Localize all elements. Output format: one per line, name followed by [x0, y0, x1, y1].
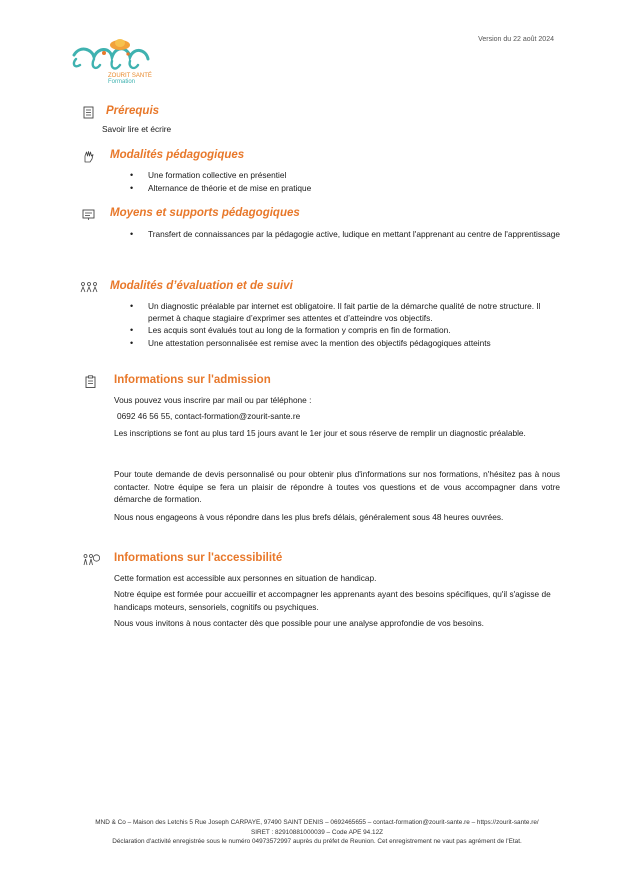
- modalites-pedagogiques-list: [130, 170, 560, 195]
- list-item: • Alternance de théorie et de mise en pratique: [130, 183, 560, 195]
- logo-line-2: Formation: [108, 79, 136, 85]
- people-group-icon: [80, 281, 98, 294]
- footer-siret: SIRET : 82910881000039 – Code APE 94.12Z: [250, 828, 384, 836]
- admission-p5: Nous nous engageons à vous répondre dans les plus brefs délais, généralement sous 48 heures ouvrées.: [114, 512, 504, 522]
- admission-p3: Les inscriptions se font au plus tard 15 jours avant le 1er jour et sous réserve de remplir un diagnostic préalable.: [114, 428, 526, 438]
- hand-icon: [82, 150, 95, 163]
- accessibilite-p3: Nous vous invitons à nous contacter dès que possible pour une analyse approfondie de vos besoins.: [114, 618, 484, 628]
- admission-p4: Pour toute demande de devis personnalisé ou pour obtenir plus d'informations sur nos formations, n'hésitez pas à nous contacter. Notre équipe se fera un plaisir de répondre à toutes vos questions et de vous accompagner dans votre démarche de formation.: [114, 469, 560, 504]
- footer-declaration: Déclaration d'activité enregistrée sous le numéro 04973572997 auprès du préfet de Reunion. Cet enregistrement ne vaut pas agrément de l'Etat.: [112, 838, 522, 846]
- list-item: • Les acquis sont évalués tout au long de la formation y compris en fin de formation.: [130, 325, 562, 337]
- list-item: • Une formation collective en présentiel: [130, 170, 560, 182]
- list-item: • Une attestation personnalisée est remise avec la mention des objectifs pédagogiques atteints: [130, 338, 562, 350]
- logo-line-1: ZOURIT SANTÉ: [108, 73, 152, 79]
- prerequis-title: Prérequis: [106, 105, 160, 117]
- modalites-pedagogiques-title: Modalités pédagogiques: [110, 149, 245, 161]
- admission-contact: 0692 46 56 55, contact-formation@zourit-sante.re: [117, 411, 301, 421]
- list-item: • Un diagnostic préalable par internet est obligatoire. Il fait partie de la démarche qualité de notre structure. Il permet à chaque stagiaire d’exprimer ses attentes et d’atteindre vos objectifs.: [130, 301, 562, 324]
- accessibility-people-icon: [82, 553, 100, 566]
- page-footer: [80, 818, 554, 847]
- admission-title: Informations sur l'admission: [114, 374, 271, 386]
- evaluation-title: Modalités d’évaluation et de suivi: [110, 280, 293, 292]
- logo-wordmark: [108, 73, 152, 85]
- accessibilite-p2: Notre équipe est formée pour accueillir et accompagner les apprenants ayant des besoins spécifiques, qu'il s'agisse de handicaps moteurs, sensoriels, cognitifs ou psychiques.: [114, 589, 551, 612]
- presentation-board-icon: [82, 208, 95, 221]
- checklist-icon: [82, 106, 95, 119]
- prerequis-text: Savoir lire et écrire: [102, 124, 172, 134]
- admission-p1: Vous pouvez vous inscrire par mail ou par téléphone :: [114, 395, 312, 405]
- version-date: Version du 22 août 2024: [478, 36, 554, 43]
- footer-address: MND & Co – Maison des Letchis 5 Rue Joseph CARPAYE, 97490 SAINT DENIS – 0692465655 – contact-formation@zourit-sante.re – https://zourit-sante.re/: [95, 819, 539, 826]
- list-item: • Transfert de connaissances par la pédagogie active, ludique en mettant l'apprenant au centre de l'apprentissage: [130, 229, 562, 241]
- clipboard-icon: [84, 375, 97, 388]
- accessibilite-title: Informations sur l'accessibilité: [114, 552, 283, 564]
- accessibilite-p1: Cette formation est accessible aux personnes en situation de handicap.: [114, 573, 377, 583]
- moyens-list: [130, 229, 562, 242]
- moyens-title: Moyens et supports pédagogiques: [110, 207, 300, 219]
- evaluation-list: [130, 301, 562, 350]
